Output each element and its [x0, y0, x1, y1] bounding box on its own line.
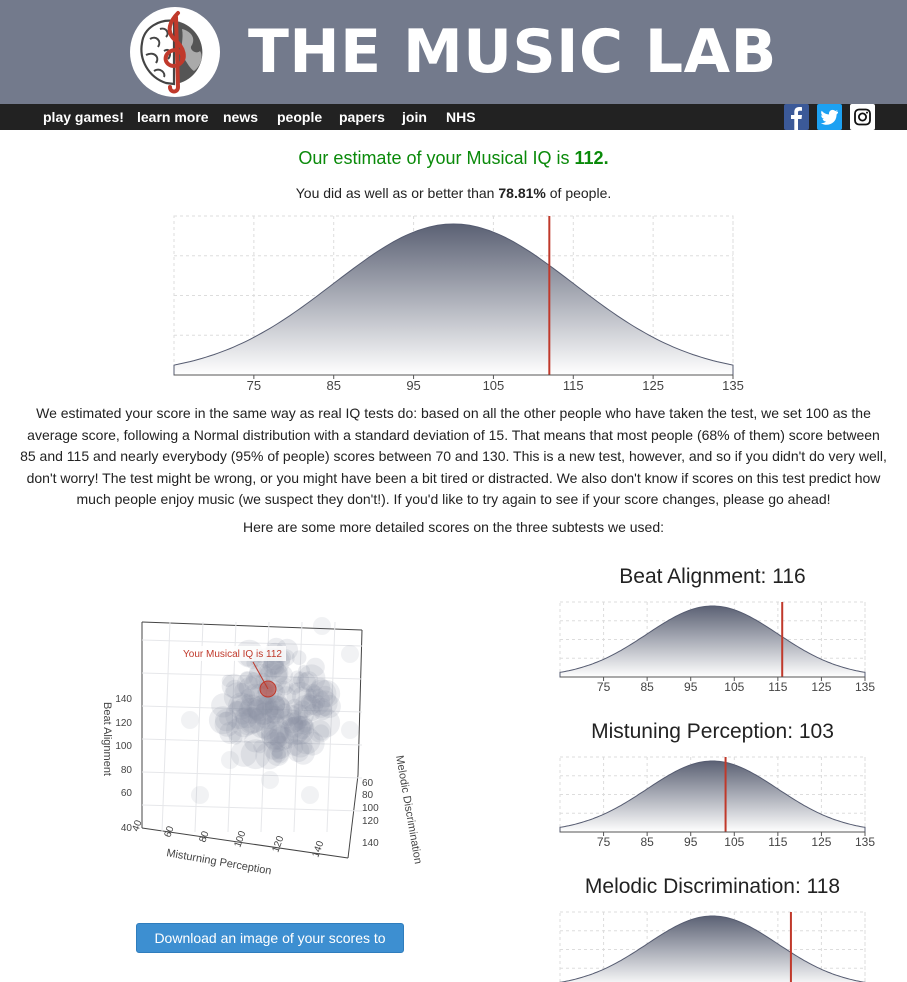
x-tick-label: 40 — [130, 818, 145, 834]
x-tick-label: 80 — [197, 829, 212, 845]
x-tick-label: 115 — [768, 680, 788, 694]
z-tick-label: 60 — [120, 788, 132, 799]
y-tick-label: 100 — [362, 803, 379, 814]
scatter-point — [181, 711, 199, 729]
z-tick-label: 140 — [115, 694, 132, 705]
scatter-point — [229, 731, 243, 745]
z-tick-label: 120 — [115, 718, 132, 729]
treble-clef-brain-globe-icon — [130, 7, 220, 97]
x-tick-label: 105 — [724, 680, 745, 694]
score-explanation: We estimated your score in the same way as real IQ tests do: based on all the other people who have taken the test, we set 100 as the average score, following a Normal distribution with a standard deviation of 15. That means that most people (68% of them) score between 85 and 115 and nearly everybody (95% of people) scores between 70 and 130. This is a new test, however, and so if you didn't do very well, don't worry! The test might be wrong, or you might have been a bit tired or distracted. We also don't know if scores on this test predict how much people enjoy music (we suspect they don't!). If you'd like to try again to see if your score changes, please go ahead! — [20, 405, 887, 507]
scatter-point — [298, 665, 310, 677]
percentile-sentence — [0, 185, 907, 201]
scatter-point — [191, 786, 209, 804]
z-tick-label: 100 — [115, 741, 132, 752]
x-tick-label: 95 — [406, 378, 421, 393]
headline-text: Our estimate of your Musical IQ is — [298, 148, 570, 168]
3d-scatter-plot[interactable] — [90, 610, 424, 885]
scatter-point — [341, 721, 359, 739]
x-tick-label: 115 — [562, 378, 584, 393]
music-lab-logo[interactable] — [130, 7, 220, 97]
mistuning-perception-chart — [555, 751, 875, 853]
nav-join[interactable]: join — [402, 109, 427, 125]
facebook-icon[interactable] — [784, 104, 809, 130]
z-tick-label: 40 — [120, 823, 132, 834]
z-tick-label: 80 — [120, 765, 132, 776]
nav-people[interactable]: people — [277, 109, 323, 125]
scatter-point — [222, 674, 246, 698]
nav-news[interactable]: news — [223, 109, 259, 125]
x-tick-label: 75 — [596, 680, 611, 694]
musical-iq-distribution-chart — [165, 210, 745, 396]
twitter-icon[interactable] — [817, 104, 842, 130]
scatter-point — [313, 617, 331, 635]
x-tick-label: 135 — [722, 378, 744, 393]
x-tick-label: 100 — [232, 829, 249, 850]
x-tick-label: 105 — [482, 378, 505, 393]
percentile-prefix: You did as well as or better than — [295, 185, 495, 201]
scatter-point — [267, 696, 285, 714]
x-tick-label: 125 — [811, 680, 832, 694]
x-tick-label: 95 — [684, 680, 698, 694]
mistuning-perception-title: Mistuning Perception: 103 — [591, 720, 834, 743]
subtests-intro: Here are some more detailed scores on the three subtests we used: — [243, 519, 664, 535]
melodic-discrimination-title: Melodic Discrimination: 118 — [584, 875, 841, 898]
site-header — [0, 0, 907, 104]
x-tick-label: 135 — [854, 835, 876, 849]
your-score-label: Your Musical IQ is 112 — [183, 649, 282, 660]
instagram-icon[interactable] — [850, 104, 875, 130]
percentile-suffix: of people. — [549, 185, 612, 201]
nav-papers[interactable]: papers — [339, 109, 385, 125]
nav-learn-more[interactable]: learn more — [137, 109, 209, 125]
scatter-point — [241, 739, 271, 769]
x-tick-label: 95 — [684, 835, 698, 849]
scatter-point — [287, 682, 315, 710]
x-tick-label: 135 — [854, 680, 876, 694]
beat-alignment-chart — [555, 596, 875, 698]
beat-alignment-title: Beat Alignment: 116 — [619, 565, 806, 588]
gridline — [162, 622, 170, 832]
site-title[interactable]: THE MUSIC LAB — [248, 17, 777, 87]
z-axis-label: Beat Alignment — [101, 702, 113, 776]
distribution-area — [560, 606, 865, 677]
nav-nhs[interactable]: NHS — [446, 109, 476, 125]
y-tick-label: 60 — [362, 778, 374, 789]
download-scores-button[interactable]: Download an image of your scores to share! — [136, 923, 404, 953]
scatter-point — [317, 686, 333, 702]
gridline — [142, 805, 362, 811]
y-tick-label: 120 — [362, 816, 379, 827]
distribution-area — [174, 224, 733, 375]
x-axis-label: Misturning Perception — [165, 847, 273, 878]
distribution-area — [560, 761, 865, 832]
x-tick-label: 120 — [270, 834, 287, 855]
scatter-point — [301, 786, 319, 804]
x-tick-label: 85 — [326, 378, 341, 393]
scatter-point — [286, 739, 303, 756]
musical-iq-headline — [0, 148, 907, 169]
scatter-point — [341, 645, 359, 663]
y-tick-label: 140 — [362, 838, 379, 849]
nav-play-games[interactable]: play games! — [43, 109, 124, 125]
y-axis-label: Melodic Discrimination — [393, 754, 424, 865]
scatter-point — [219, 712, 233, 726]
scatter-point — [235, 709, 261, 735]
x-tick-label: 125 — [811, 835, 832, 849]
x-tick-label: 85 — [640, 680, 654, 694]
scatter-point — [274, 665, 293, 684]
x-tick-label: 115 — [768, 835, 788, 849]
melodic-discrimination-chart — [555, 906, 875, 982]
x-tick-label: 75 — [596, 835, 611, 849]
musical-iq-score: 112. — [574, 148, 609, 168]
axis-line — [348, 775, 358, 858]
x-tick-label: 60 — [162, 824, 177, 840]
x-tick-label: 105 — [724, 835, 745, 849]
y-tick-label: 80 — [362, 790, 374, 801]
x-tick-label: 125 — [642, 378, 664, 393]
x-tick-label: 75 — [246, 378, 262, 393]
x-tick-label: 140 — [310, 839, 327, 860]
scatter-point — [261, 771, 279, 789]
percentile-value: 78.81% — [498, 185, 546, 201]
scatter-point — [221, 751, 239, 769]
x-tick-label: 85 — [640, 835, 654, 849]
